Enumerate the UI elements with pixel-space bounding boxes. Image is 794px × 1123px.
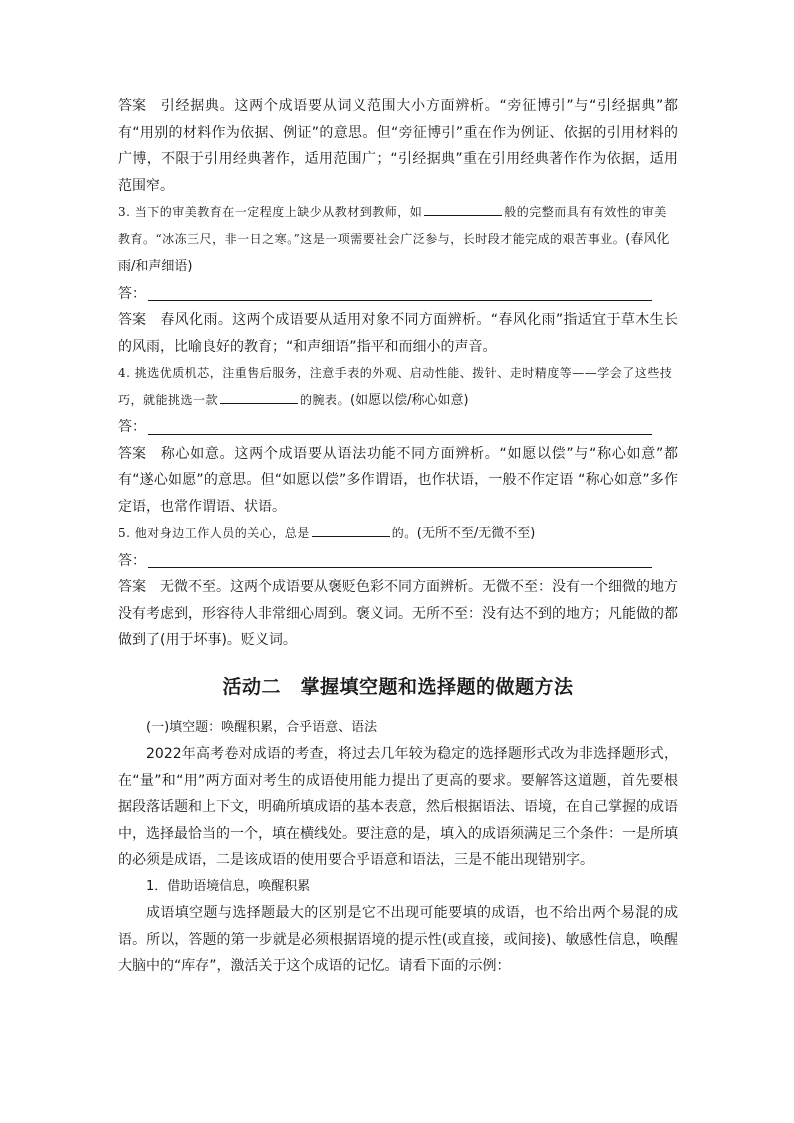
answer-label: 答案 [118,312,146,328]
answer-prefix: 答： [118,552,146,569]
answer-block-4 [118,441,678,521]
subsection-heading: (一)填空题：唤醒积累，合乎语意、语法 [146,719,378,735]
question-text: 5. 他对身边工作人员的关心，总是 [118,526,310,540]
body-paragraph: 2022年高考卷对成语的考查，将过去几年较为稳定的选择题形式改为非选择题形式，在“量”和“用”两方面对考生的成语使用能力提出了更高的要求。要解答这道题，首先要根据段落话题和上下文，明确所填成语的基本表意，然后根据语法、语境，在自己掌握的成语中，选择最恰当的一个，填在横线处。要注意的是，填入的成语须满足三个条件：一是所填的必须是成语，二是该成语的使用要合乎语意和语法，三是不能出现错别字。 [118,746,678,868]
section-title: 活动二 掌握填空题和选择题的做题方法 [222,675,574,698]
answer-underline [148,282,652,301]
answer-line-5 [118,548,678,575]
answer-prefix: 答： [118,419,146,435]
answer-line-4 [118,414,678,441]
body-paragraph: 成语填空题与选择题最大的区别是它不出现可能要填的成语，也不给出两个易混的成语。所以，答题的第一步就是必须根据语境的提示性(或直接，或间接)、敏感性信息，唤醒大脑中的“库存”，激活关于这个成语的记忆。请看下面的示例： [118,905,678,974]
question-text: 的。 [391,526,417,540]
subsection-heading: 1．借助语境信息，唤醒积累 [146,878,311,894]
answer-line-3 [118,281,678,308]
answer-block-3 [118,307,678,360]
question-text: 般的完整而具有有效性的审美教育。“冰冻三尺，非一日之寒。”这是一项需要社会广泛参与，长时段才能完成的艰苦事业。 [118,205,667,246]
question-4 [118,360,678,414]
document-page [118,93,678,980]
fill-blank [312,522,390,537]
answer-text: 称心如意。这两个成语要从语法功能不同方面辨析。“如愿以偿”与“称心如意”都有“遂心如愿”的意思。但“如愿以偿”多作谓语，也作状语，一般不作定语 “称心如意”多作定语，也常作谓语、状语。 [118,445,678,515]
answer-underline [148,549,652,568]
answer-text: 无微不至。这两个成语要从褒贬色彩不同方面辨析。无微不至：没有一个细微的地方没有考虑到，形容待人非常细心周到。褒义词。无所不至：没有达不到的地方；凡能做的都做到了(用于坏事)。贬义词。 [118,579,678,648]
question-text: 的腕表。 [300,392,351,407]
answer-label: 答案 [118,445,146,462]
fill-blank [424,201,502,216]
answer-prefix: 答： [118,285,146,302]
fill-blank [220,389,298,404]
answer-label: 答案 [118,579,146,595]
answer-block-5 [118,574,678,654]
question-3 [118,199,678,281]
question-text: 4. 挑选优质机芯，注重售后服务，注意手表的外观、启动性能、拨针、走时精度等——学会了这些技巧，就能挑选一款 [118,366,673,407]
question-5 [118,520,678,548]
answer-block-2 [118,93,678,199]
idiom-options: (春风化雨/和声细语) [118,231,670,274]
answer-underline [148,416,652,435]
idiom-options: (如愿以偿/称心如意) [350,392,469,408]
question-text: 3. 当下的审美教育在一定程度上缺少从教材到教师，如 [118,205,423,219]
answer-text: 引经据典。这两个成语要从词义范围大小方面辨析。“旁征博引”与“引经据典”都有“用别的材料作为依据、例证”的意思。但“旁征博引”重在作为例证、依据的引用材料的广博，不限于引用经典著作，适用范围广；“引经据典”重在引用经典著作作为依据，适用范围窄。 [118,98,678,194]
answer-label: 答案 [118,98,146,114]
idiom-options: (无所不至/无微不至) [416,526,536,541]
answer-text: 春风化雨。这两个成语要从适用对象不同方面辨析。“春风化雨”指适宜于草木生长的风雨，比喻良好的教育；“和声细语”指平和而细小的声音。 [118,312,678,355]
